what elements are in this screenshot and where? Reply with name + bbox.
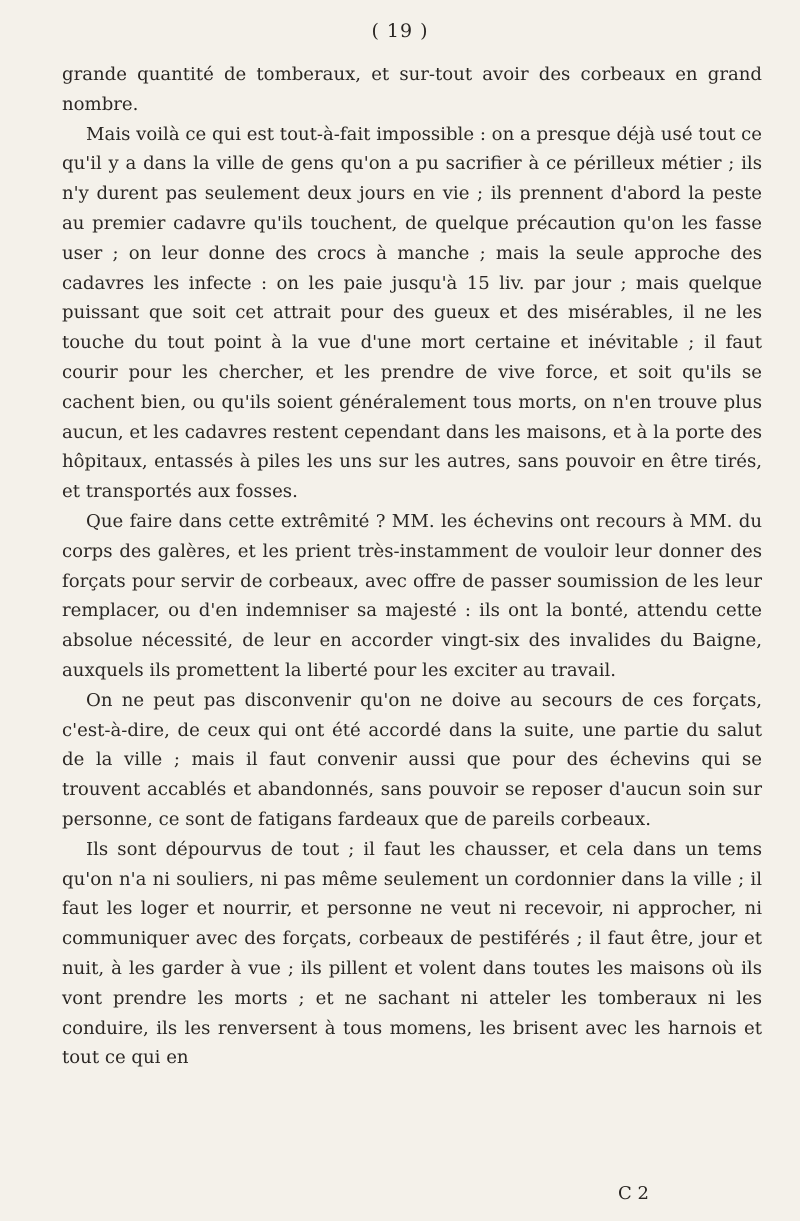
body-text <box>62 60 762 1073</box>
signature-mark: C 2 <box>618 1183 649 1204</box>
paragraph-1: grande quantité de tomberaux, et sur-tout avoir des corbeaux en grand nombre. <box>62 64 762 115</box>
paragraph-4: On ne peut pas disconvenir qu'on ne doive au secours de ces forçats, c'est-à-dire, de ceux qui ont été accordé dans la suite, une partie du salut de la ville ; mais il faut convenir aussi que pour des échevins qui se trouvent accablés et abandonnés, sans pouvoir se reposer d'aucun soin sur personne, ce sont de fatigans fardeaux que de pareils corbeaux. <box>62 689 762 830</box>
page-number: ( 19 ) <box>371 20 429 42</box>
paragraph-5: Ils sont dépourvus de tout ; il faut les chausser, et cela dans un tems qu'on n'a ni souliers, ni pas même seulement un cordonnier dans la ville ; il faut les loger et nourrir, et personne ne veut ni recevoir, ni approcher, ni communiquer avec des forçats, corbeaux de pestiférés ; il faut être, jour et nuit, à les garder à vue ; ils pillent et volent dans toutes les maisons où ils vont prendre les morts ; et ne sachant ni atteler les tomberaux ni les conduire, ils les renversent à tous momens, les brisent avec les harnois et tout ce qui en <box>62 838 762 1069</box>
paragraph-3: Que faire dans cette extrêmité ? MM. les échevins ont recours à MM. du corps des galères, et les prient très-instamment de vouloir leur donner des forçats pour servir de corbeaux, avec offre de passer soumission de les leur remplacer, ou d'en indemniser sa majesté : ils ont la bonté, attendu cette absolue nécessité, de leur en accorder vingt-six des invalides du Baigne, auxquels ils promettent la liberté pour les exciter au travail. <box>62 510 762 681</box>
paragraph-2: Mais voilà ce qui est tout-à-fait impossible : on a presque déjà usé tout ce qu'il y a dans la ville de gens qu'on a pu sacrifier à ce périlleux métier ; ils n'y durent pas seulement deux jours en vie ; ils prennent d'abord la peste au premier cadavre qu'ils touchent, de quelque précaution qu'on les fasse user ; on leur donne des crocs à manche ; mais la seule approche des cadavres les infecte : on les paie jusqu'à 15 liv. par jour ; mais quelque puissant que soit cet attrait pour des gueux et des misérables, il ne les touche du tout point à la vue d'une mort certaine et inévitable ; il faut courir pour les chercher, et les prendre de vive force, et soit qu'ils se cachent bien, ou qu'ils soient généralement tous morts, on n'en trouve plus aucun, et les cadavres restent cependant dans les maisons, et à la porte des hôpitaux, entassés à piles les uns sur les autres, sans pouvoir en être tirés, et transportés aux fosses. <box>62 123 762 503</box>
